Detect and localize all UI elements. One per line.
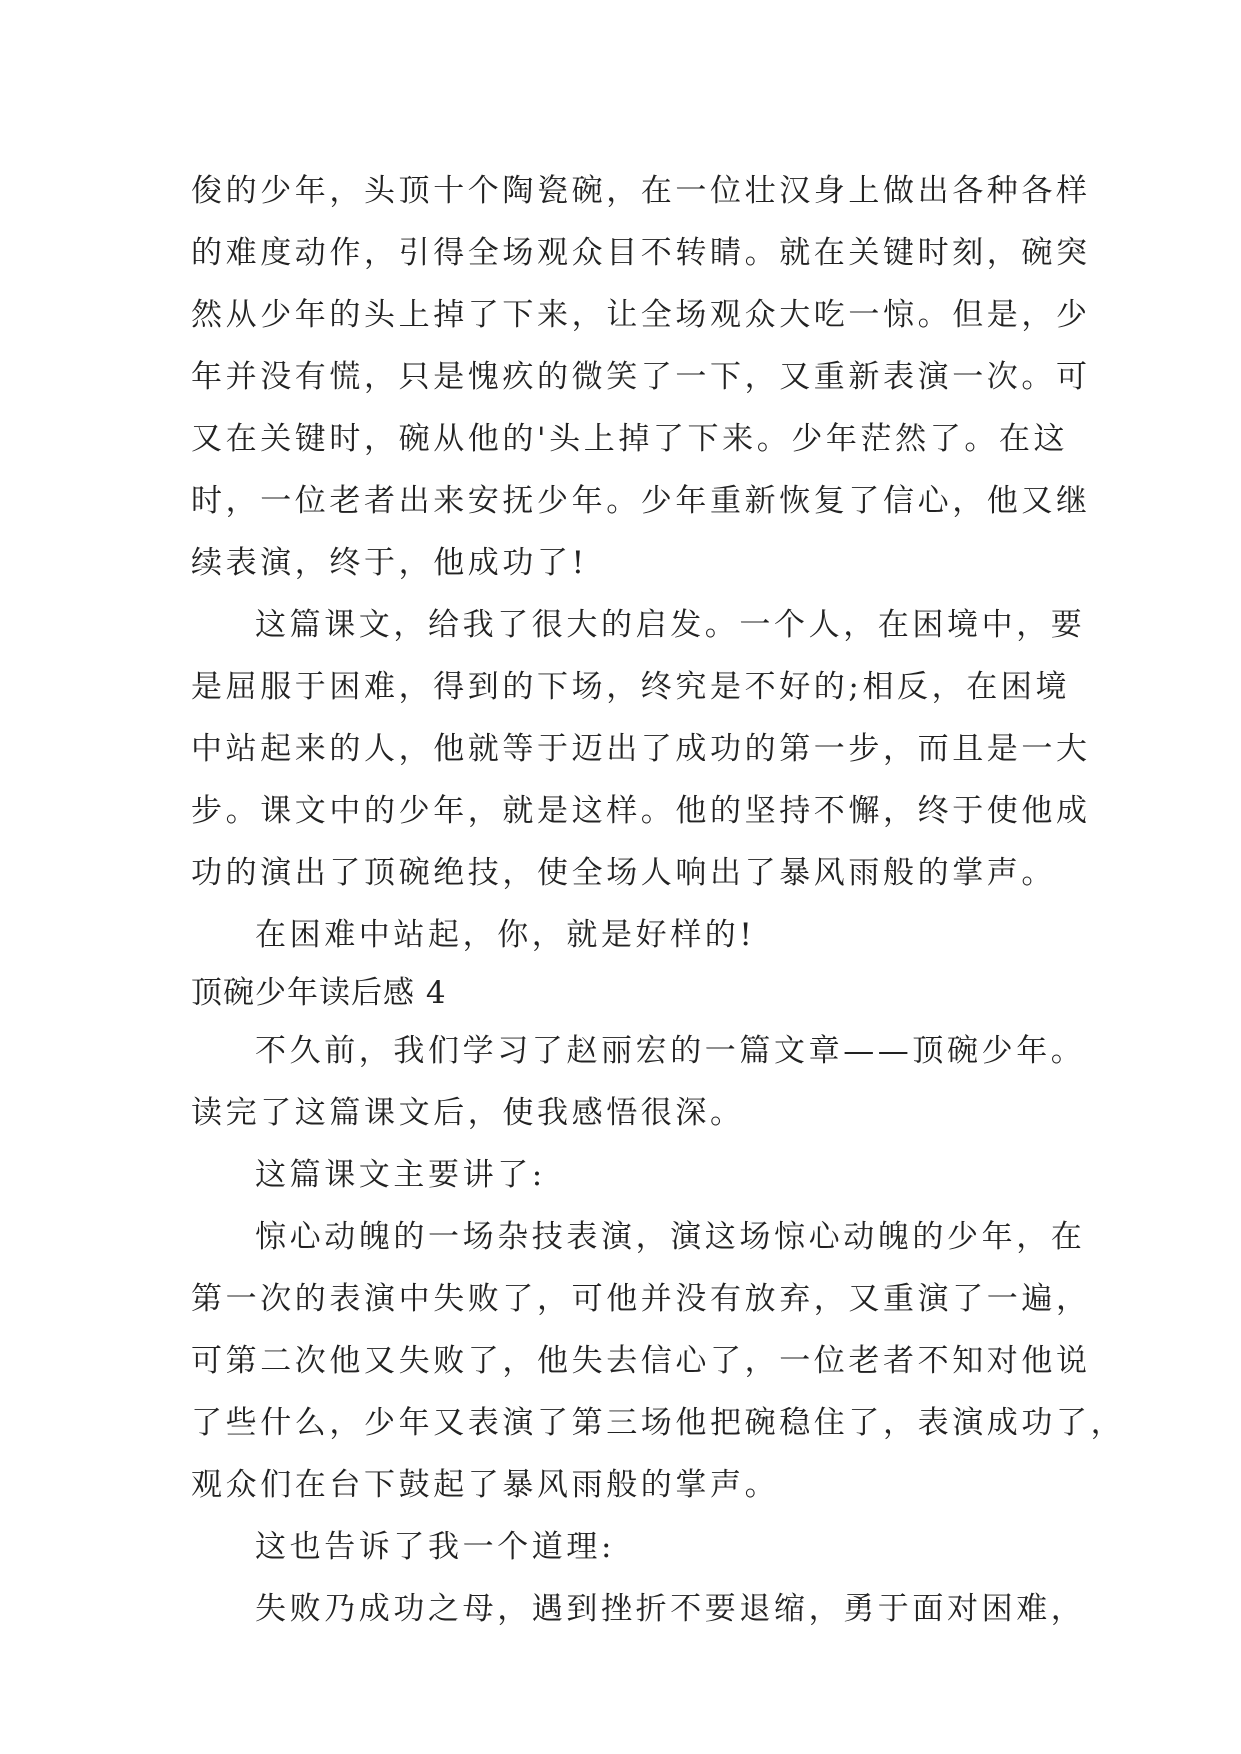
text-line: 观众们在台下鼓起了暴风雨般的掌声。 bbox=[191, 1467, 780, 1503]
text-line: 功的演出了顶碗绝技，使全场人响出了暴风雨般的掌声。 bbox=[191, 855, 1056, 891]
text-line: 然从少年的头上掉了下来，让全场观众大吃一惊。但是，少 bbox=[191, 297, 1091, 333]
text-line: 是屈服于困难，得到的下场，终究是不好的;相反，在困境 bbox=[191, 669, 1071, 705]
text-line: 步。课文中的少年，就是这样。他的坚持不懈，终于使他成 bbox=[191, 793, 1091, 829]
text-line: 不久前，我们学习了赵丽宏的一篇文章——顶碗少年。 bbox=[255, 1033, 1086, 1069]
text-line: 读完了这篇课文后，使我感悟很深。 bbox=[191, 1095, 745, 1131]
text-line: 续表演，终于，他成功了! bbox=[191, 545, 588, 581]
text-line: 这篇课文，给我了很大的启发。一个人，在困境中，要 bbox=[255, 607, 1086, 643]
text-line: 中站起来的人，他就等于迈出了成功的第一步，而且是一大 bbox=[191, 731, 1091, 767]
text-line: 在困难中站起，你，就是好样的! bbox=[255, 917, 756, 953]
text-line: 又在关键时，碗从他的'头上掉了下来。少年茫然了。在这 bbox=[191, 421, 1069, 457]
section-heading: 顶碗少年读后感 4 bbox=[191, 975, 447, 1011]
text-line: 这篇课文主要讲了: bbox=[255, 1157, 546, 1193]
document-body bbox=[191, 160, 1126, 1640]
text-line: 可第二次他又失败了，他失去信心了，一位老者不知对他说 bbox=[191, 1343, 1091, 1379]
text-line: 的难度动作，引得全场观众目不转睛。就在关键时刻，碗突 bbox=[191, 235, 1091, 271]
text-line: 时，一位老者出来安抚少年。少年重新恢复了信心，他又继 bbox=[191, 483, 1091, 519]
text-line: 这也告诉了我一个道理: bbox=[255, 1529, 616, 1565]
text-line: 了些什么，少年又表演了第三场他把碗稳住了，表演成功了， bbox=[191, 1405, 1126, 1441]
text-line: 失败乃成功之母，遇到挫折不要退缩，勇于面对困难， bbox=[255, 1591, 1086, 1627]
text-line: 年并没有慌，只是愧疚的微笑了一下，又重新表演一次。可 bbox=[191, 359, 1091, 395]
text-line: 第一次的表演中失败了，可他并没有放弃，又重演了一遍， bbox=[191, 1281, 1091, 1317]
text-line: 俊的少年，头顶十个陶瓷碗，在一位壮汉身上做出各种各样 bbox=[191, 173, 1091, 209]
text-line: 惊心动魄的一场杂技表演，演这场惊心动魄的少年，在 bbox=[255, 1219, 1086, 1255]
